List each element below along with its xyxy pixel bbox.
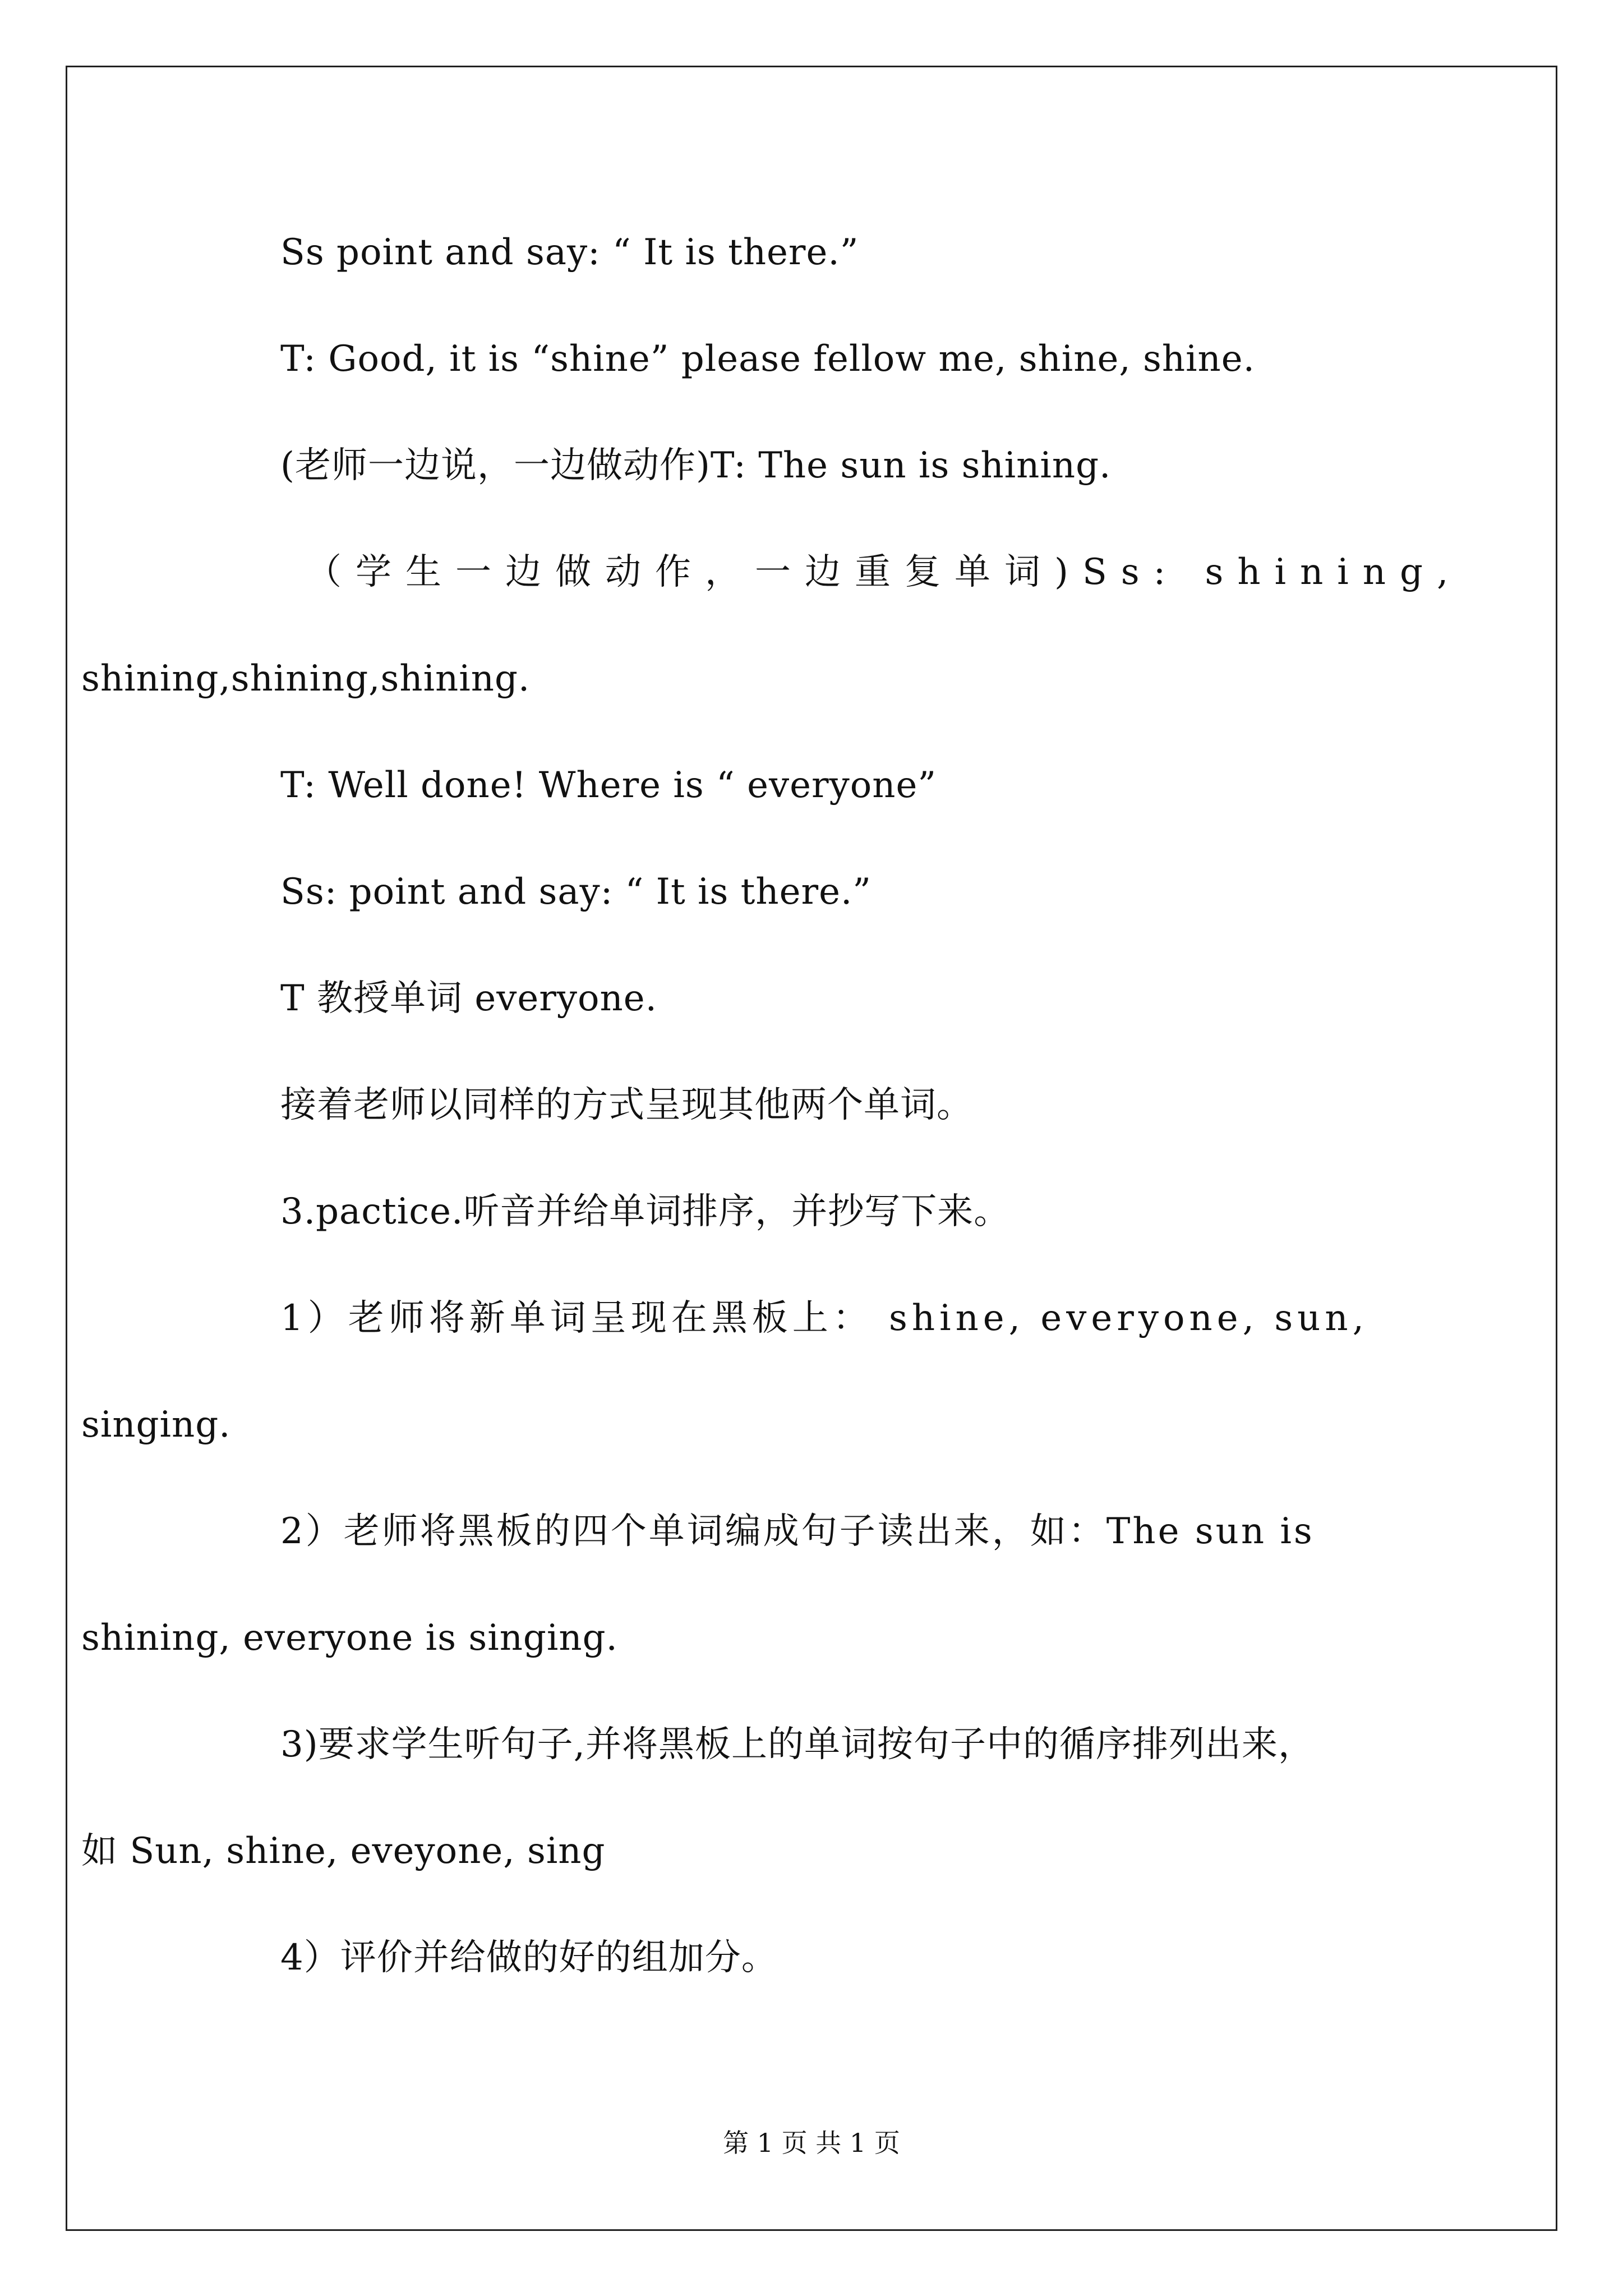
text-line: Ss point and say: “ It is there.” [280, 232, 859, 273]
text-line: （学生一边做动作，一边重复单词)Ss: shining, [306, 551, 1463, 593]
text-line: 如 Sun, shine, eveyone, sing [81, 1830, 606, 1872]
text-line: shining, everyone is singing. [81, 1617, 618, 1659]
text-line: 3.pactice.听音并给单词排序，并抄写下来。 [280, 1191, 1011, 1232]
text-line: shining,shining,shining. [81, 658, 531, 700]
page-frame [66, 66, 1557, 2231]
text-line: T: Good, it is “shine” please fellow me, shine, shine. [280, 338, 1255, 380]
text-line: T: Well done! Where is “ everyone” [280, 765, 937, 806]
text-line: 3)要求学生听句子,并将黑板上的单词按句子中的循序排列出来， [280, 1724, 1315, 1765]
text-line: T 教授单词 everyone. [280, 978, 657, 1019]
text-line: 4）评价并给做的好的组加分。 [280, 1937, 778, 1978]
text-line: 2）老师将黑板的四个单词编成句子读出来，如：The sun is [280, 1511, 1315, 1552]
text-line: Ss: point and say: “ It is there.” [280, 871, 872, 913]
text-line: 1）老师将新单词呈现在黑板上： shine, everyone, sun, [280, 1297, 1368, 1339]
text-line: (老师一边说，一边做动作)T: The sun is shining. [280, 445, 1112, 486]
page-number-footer: 第 1 页 共 1 页 [723, 2128, 900, 2158]
text-line: 接着老师以同样的方式呈现其他两个单词。 [280, 1084, 973, 1126]
text-line: singing. [81, 1404, 231, 1446]
